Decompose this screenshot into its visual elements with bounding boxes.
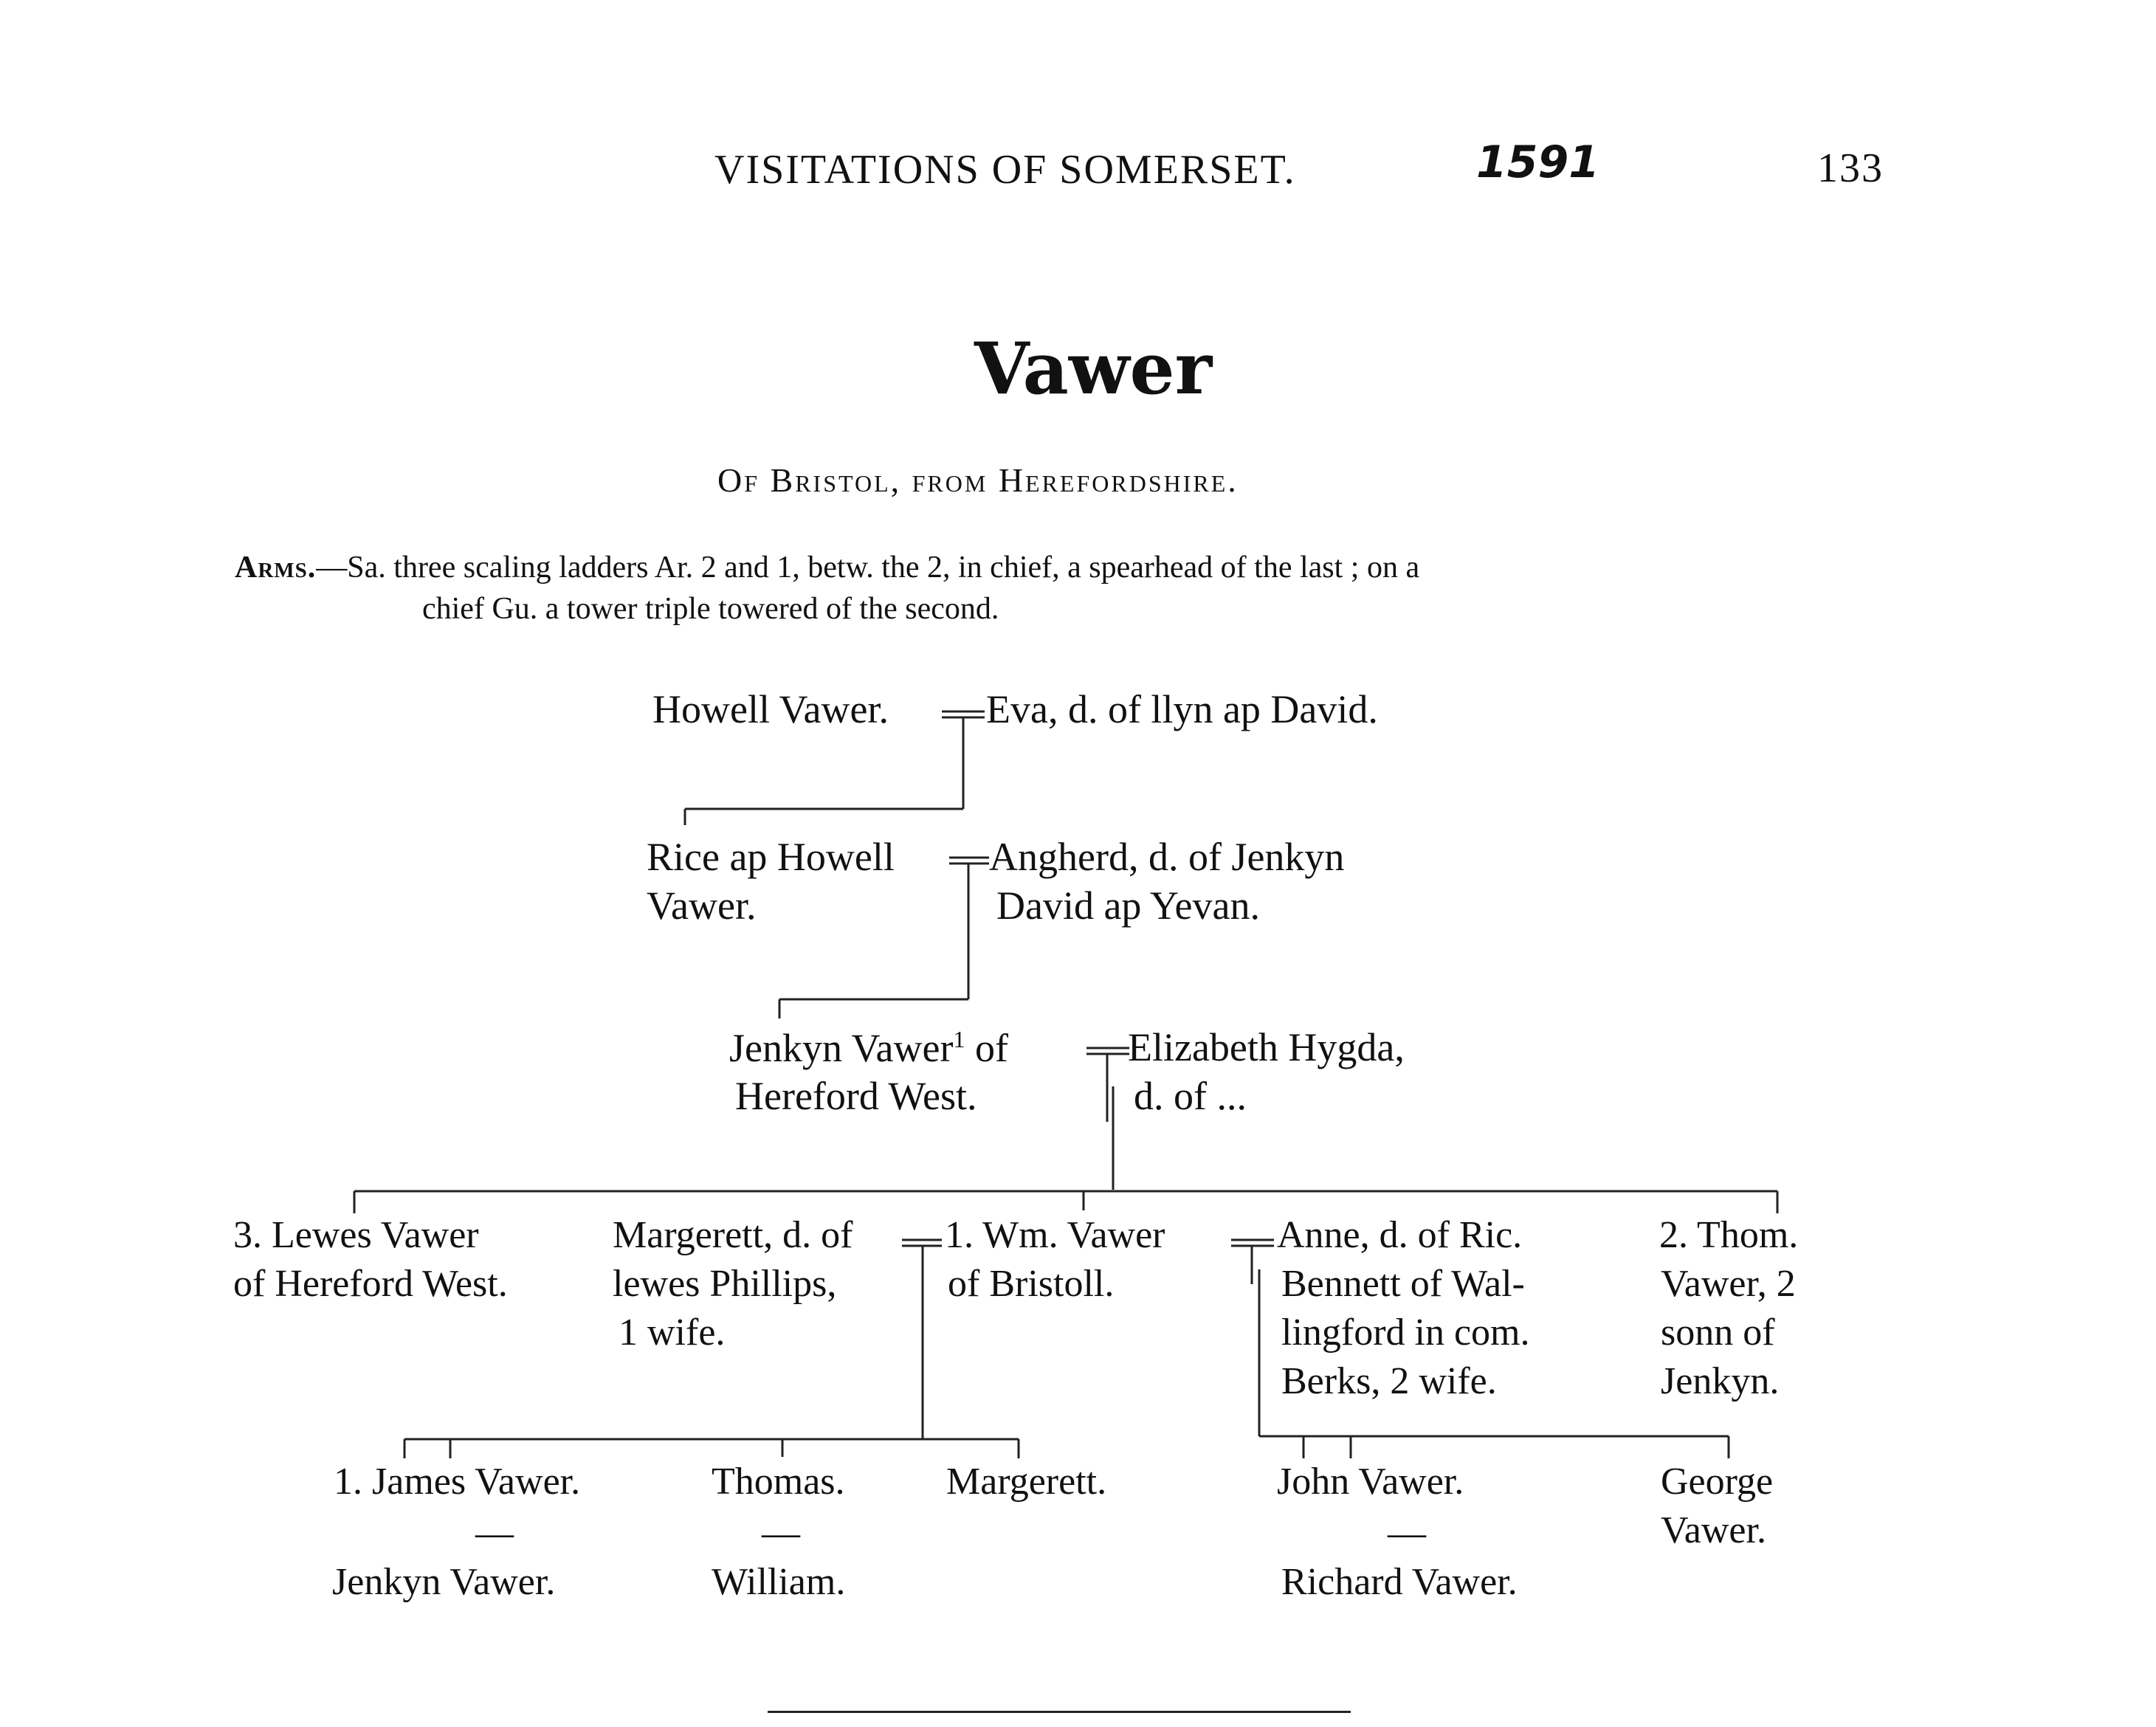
gen4-thom-line1: 2. Thom.: [1659, 1214, 1799, 1256]
gen4-lewes-line2: of Hereford West.: [233, 1263, 508, 1305]
gen3-marriage-mark: [1086, 1048, 1129, 1190]
gen5-george-line1: George: [1661, 1461, 1774, 1503]
gen4-thom-line4: Jenkyn.: [1661, 1360, 1780, 1402]
gen3-husband-name: Jenkyn Vawer: [729, 1026, 954, 1070]
gen4-second-marriage-mark: [1231, 1240, 1274, 1436]
gen2-wife-line2: David ap Yevan.: [996, 883, 1260, 928]
dash-james: —: [475, 1512, 514, 1554]
gen1-to-gen2-bracket: [685, 790, 963, 825]
gen2-wife-line1: Angherd, d. of Jenkyn: [989, 835, 1345, 879]
dash-john: —: [1388, 1512, 1426, 1554]
gen1-husband: Howell Vawer.: [652, 687, 889, 731]
gen4-margerett-line1: Margerett, d. of: [613, 1214, 853, 1256]
gen5-margerett: Margerett.: [946, 1461, 1107, 1503]
bottom-rule: [768, 1711, 1351, 1713]
gen4-william-line1: 1. Wm. Vawer: [945, 1214, 1165, 1256]
gen3-footnote-marker: 1: [953, 1026, 965, 1052]
gen5-james: 1. James Vawer.: [334, 1461, 581, 1503]
gen4-margerett-line2: lewes Phillips,: [613, 1263, 837, 1305]
gen3-to-gen4-bracket: [354, 1191, 1777, 1213]
gen4-anne-line2: Bennett of Wal-: [1281, 1263, 1525, 1305]
gen2-to-gen3-bracket: [779, 985, 968, 1018]
gen2-husband-line1: Rice ap Howell: [647, 835, 895, 879]
gen2-husband-line2: Vawer.: [647, 883, 757, 928]
gen6-jenkyn: Jenkyn Vawer.: [332, 1561, 556, 1603]
arms-text-line1: —Sa. three scaling ladders Ar. 2 and 1, betw. the 2, in chief, a spearhead of the last ; on a: [316, 551, 1420, 585]
page-number: 133: [1817, 145, 1884, 191]
dash-thomas: —: [762, 1512, 800, 1554]
gen4-anne-line1: Anne, d. of Ric.: [1277, 1214, 1523, 1256]
gen3-husband-of: of: [965, 1026, 1008, 1070]
gen3-wife-line2: d. of ...: [1134, 1074, 1247, 1118]
gen4-anne-line4: Berks, 2 wife.: [1281, 1360, 1497, 1402]
gen4-lewes-line1: 3. Lewes Vawer: [233, 1214, 479, 1256]
gen5-john: John Vawer.: [1277, 1461, 1464, 1503]
gen4-first-marriage-mark: [902, 1240, 942, 1435]
gen4-thom-line3: sonn of: [1661, 1311, 1775, 1354]
arms-text-line2: chief Gu. a tower triple towered of the second.: [422, 592, 999, 626]
gen6-richard: Richard Vawer.: [1281, 1561, 1518, 1603]
gen4-second-children-bracket: [1259, 1436, 1729, 1458]
handwritten-year: 1591: [1476, 137, 1599, 188]
family-title: Vawer: [974, 327, 1213, 410]
gen1-wife: Eva, d. of llyn ap David.: [986, 687, 1378, 731]
family-subtitle: Of Bristol, from Herefordshire.: [717, 461, 1239, 499]
gen2-marriage-mark: [949, 858, 989, 999]
gen4-margerett-line3: 1 wife.: [619, 1311, 726, 1354]
gen5-george-line2: Vawer.: [1661, 1509, 1766, 1551]
gen3-husband-line2: Hereford West.: [735, 1074, 977, 1118]
gen3-wife-line1: Elizabeth Hygda,: [1128, 1025, 1405, 1069]
arms-label: Arms.: [235, 551, 317, 585]
gen4-first-children-bracket: [404, 1432, 1019, 1458]
gen5-thomas: Thomas.: [712, 1461, 845, 1503]
gen4-william-line2: of Bristoll.: [948, 1263, 1115, 1305]
gen4-thom-line2: Vawer, 2: [1661, 1263, 1796, 1305]
gen6-william: William.: [712, 1561, 846, 1603]
running-title: VISITATIONS OF SOMERSET.: [714, 147, 1296, 193]
gen4-anne-line3: lingford in com.: [1281, 1311, 1530, 1354]
